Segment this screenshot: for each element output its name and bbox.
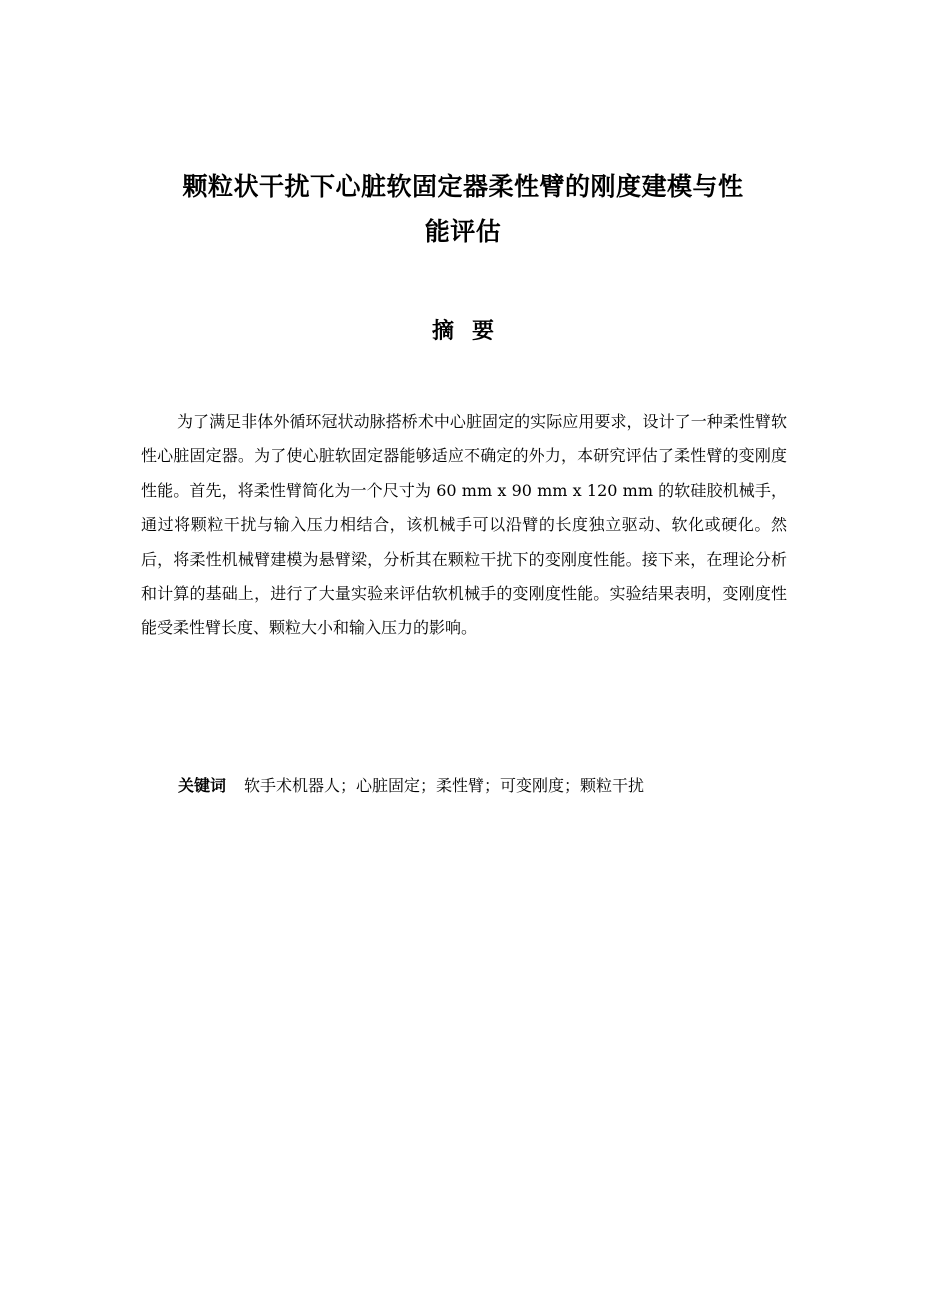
abstract-heading: 摘要 xyxy=(431,319,512,344)
paper-title-line-1: 颗粒状干扰下心脏软固定器柔性臂的刚度建模与性 xyxy=(182,172,744,201)
keywords-line xyxy=(178,770,788,802)
abstract-body: 为了满足非体外循环冠状动脉搭桥术中心脏固定的实际应用要求，设计了一种柔性臂软性心脏固定器。为了使心脏软固定器能够适应不确定的外力，本研究评估了柔性臂的变刚度性能。首先，将柔性臂简化为一个尺寸为 60 mm x 90 mm x 120 mm 的软硅胶机械手，通过将颗粒干扰与输入压力相结合，该机械手可以沿臂的长度独立驱动、软化或硬化。然后，将柔性机械臂建模为悬臂梁，分析其在颗粒干扰下的变刚度性能。接下来，在理论分析和计算的基础上，进行了大量实验来评估软机械手的变刚度性能。实验结果表明，变刚度性能受柔性臂长度、颗粒大小和输入压力的影响。 xyxy=(141,412,787,638)
keywords-text: 软手术机器人；心脏固定；柔性臂；可变刚度；颗粒干扰 xyxy=(244,776,645,795)
keywords-label: 关键词 xyxy=(178,776,227,795)
paper-title xyxy=(140,164,786,254)
paper-title-line-2: 能评估 xyxy=(424,217,502,246)
